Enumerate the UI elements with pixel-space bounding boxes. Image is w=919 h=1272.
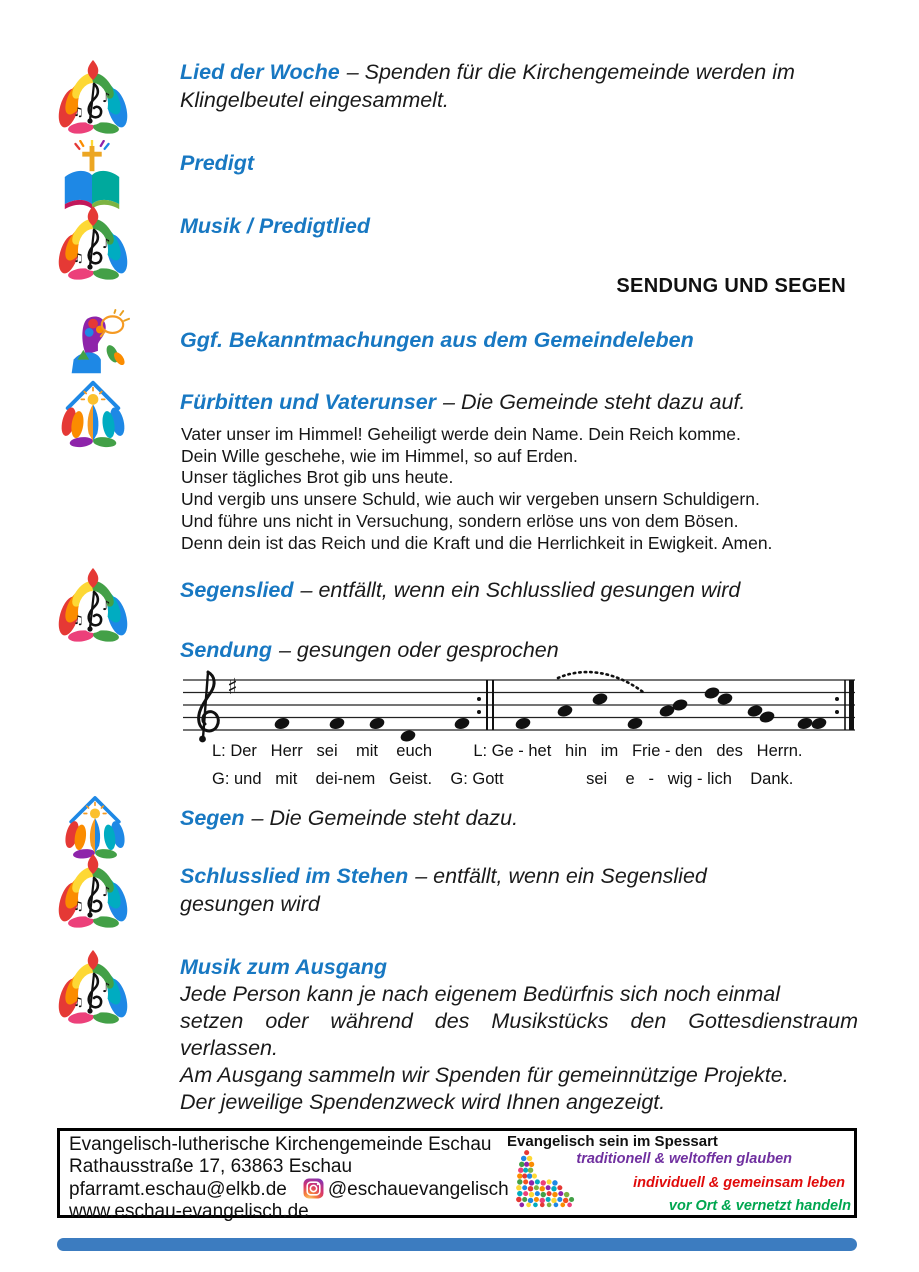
section-sendung — [180, 636, 858, 664]
slogan-traditionell: traditionell & weltoffen glauben — [576, 1151, 792, 1167]
section-note-fuerbitten: – Die Gemeinde steht dazu auf. — [443, 390, 746, 414]
footer-email-line — [69, 1178, 509, 1201]
church-music-icon — [57, 566, 129, 644]
praying-hands-icon — [58, 372, 128, 450]
prayer-line: Und vergib uns unsere Schuld, wie auch wir vergeben unsern Schuldigern. — [181, 489, 760, 510]
church-music-icon — [57, 948, 129, 1026]
section-note-lied: – Spenden für die Kirchengemeinde werden im Klingelbeutel eingesammelt. — [180, 60, 795, 112]
footer-box — [57, 1128, 857, 1222]
prayer-line: Und führe uns nicht in Versuchung, sondern erlöse uns von dem Bösen. — [181, 510, 739, 531]
section-title-segen: Segen — [180, 806, 245, 830]
footer-instagram-handle: @eschauevangelisch — [327, 1179, 509, 1200]
section-note-segen: – Die Gemeinde steht dazu. — [251, 806, 519, 830]
instagram-icon — [303, 1178, 324, 1199]
section-lied-der-woche — [180, 58, 858, 114]
section-title-predigt: Predigt — [180, 151, 255, 175]
section-schlusslied — [180, 862, 740, 918]
section-ausgang — [180, 953, 858, 981]
section-segen — [180, 804, 858, 832]
footer-contact-block — [69, 1134, 509, 1223]
footer-org-name: Evangelisch-lutherische Kirchengemeinde Eschau — [69, 1134, 492, 1155]
section-title-musik-predigtlied: Musik / Predigtlied — [180, 214, 370, 238]
slogan-vor-ort: vor Ort & vernetzt handeln — [668, 1198, 851, 1214]
section-title-lied: Lied der Woche — [180, 60, 340, 84]
ausgang-line: setzen oder während des Musikstücks den Gottesdienstraum — [180, 1009, 858, 1033]
dotted-slur — [558, 672, 643, 692]
lyric-line-1: L: Der Herr sei mit euch L: Ge - het hin im Frie - den des Herrn. — [212, 742, 803, 760]
ausgang-line: Am Ausgang sammeln wir Spenden für gemeinnützige Projekte. — [180, 1063, 789, 1087]
bottom-blue-bar — [57, 1238, 857, 1251]
section-title-sendung: Sendung — [180, 638, 272, 662]
banner-sendung-und-segen: SENDUNG UND SEGEN — [616, 275, 846, 297]
prayer-vaterunser — [181, 424, 871, 554]
section-predigt — [180, 149, 858, 177]
ausgang-paragraphs — [180, 981, 858, 1116]
section-note-segenslied: – entfällt, wenn ein Schlusslied gesungen wird — [300, 578, 741, 602]
music-staff-svg — [183, 666, 855, 748]
praying-hands-icon — [62, 788, 128, 861]
section-bekanntmachungen — [180, 326, 858, 354]
section-title-bekanntmachungen: Ggf. Bekanntmachungen aus dem Gemeindeleben — [180, 328, 694, 352]
section-fuerbitten — [180, 388, 858, 416]
church-music-icon — [57, 852, 129, 930]
ausgang-line: Der jeweilige Spendenzweck wird Ihnen angezeigt. — [180, 1090, 666, 1114]
section-segenslied — [180, 576, 858, 604]
section-note-sendung: – gesungen oder gesprochen — [278, 638, 559, 662]
prayer-line: Unser tägliches Brot gib uns heute. — [181, 467, 454, 488]
footer-address: Rathausstraße 17, 63863 Eschau — [69, 1156, 353, 1177]
section-title-ausgang: Musik zum Ausgang — [180, 955, 388, 979]
prayer-line: Dein Wille geschehe, wie im Himmel, so auf Erden. — [181, 445, 578, 466]
church-music-icon — [57, 204, 129, 282]
section-musik-predigtlied — [180, 212, 858, 240]
spessart-title: Evangelisch sein im Spessart — [507, 1133, 718, 1150]
section-title-schlusslied: Schlusslied im Stehen — [180, 864, 409, 888]
prayer-line: Denn dein ist das Reich und die Kraft und die Herrlichkeit in Ewigkeit. Amen. — [181, 532, 773, 553]
section-title-fuerbitten: Fürbitten und Vaterunser — [180, 390, 437, 414]
section-title-segenslied: Segenslied — [180, 578, 294, 602]
footer-email: pfarramt.eschau@elkb.de — [69, 1179, 287, 1200]
church-music-icon — [57, 58, 129, 136]
sharp-sign: ♯ — [227, 675, 238, 700]
music-notation — [183, 666, 855, 753]
ausgang-line: Jede Person kann je nach eigenem Bedürfnis sich noch einmal — [180, 982, 780, 1006]
footer-website: www.eschau-evangelisch.de — [69, 1201, 309, 1222]
prayer-line: Vater unser im Himmel! Geheiligt werde dein Name. Dein Reich komme. — [181, 424, 741, 444]
ausgang-line: verlassen. — [180, 1036, 278, 1060]
section-note-schlusslied: – entfällt, wenn ein Segenslied gesungen wird — [180, 864, 707, 916]
slogan-individuell: individuell & gemeinsam leben — [633, 1175, 845, 1191]
lyric-line-2: G: und mit dei-nem Geist. G: Gott sei e - wig - lich Dank. — [212, 770, 794, 788]
